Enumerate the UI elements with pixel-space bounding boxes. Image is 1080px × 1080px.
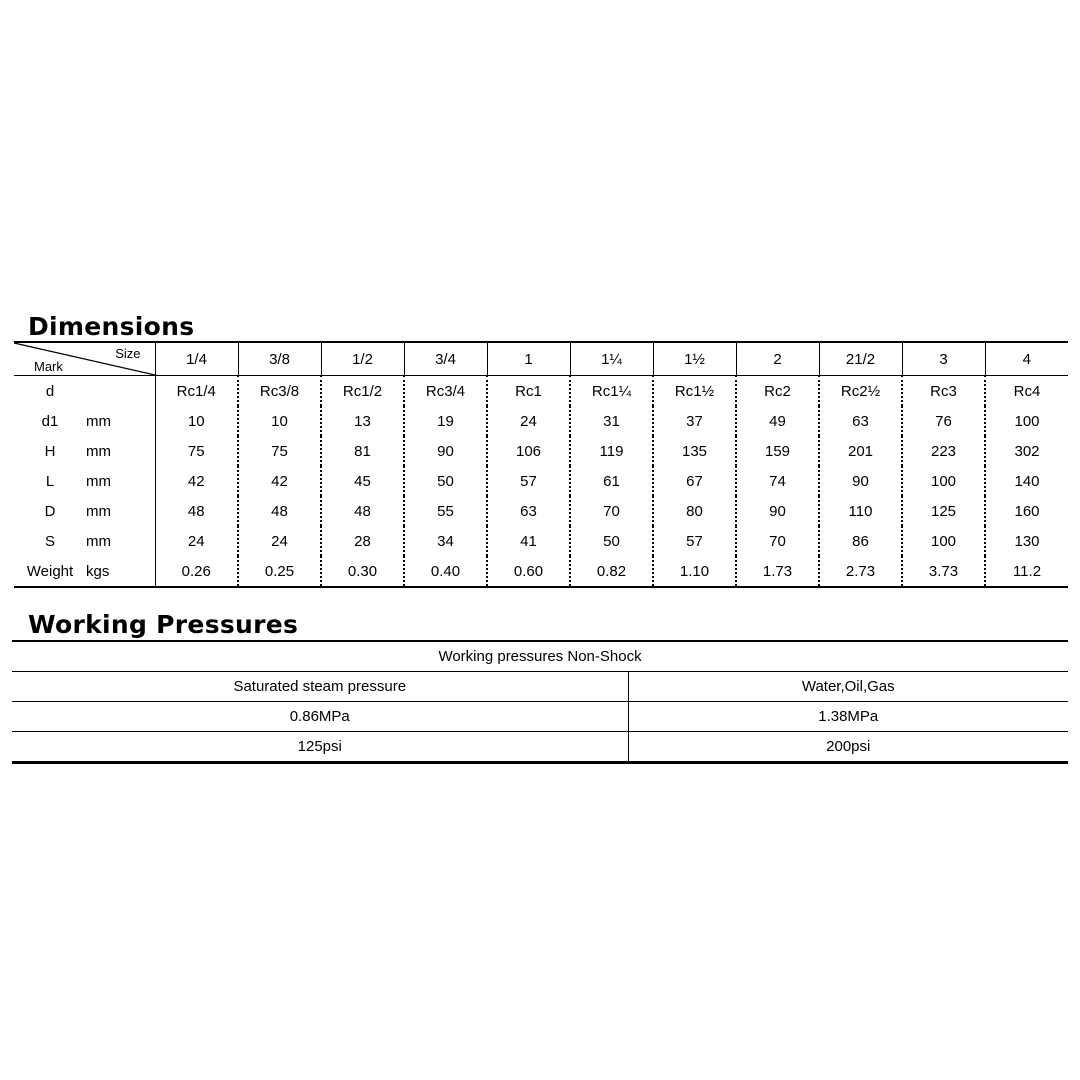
unit-cell (86, 376, 155, 407)
value-cell: 24 (238, 526, 321, 556)
value-cell: 75 (155, 436, 238, 466)
mark-name-cell: S (44, 532, 55, 550)
value-cell: 159 (736, 436, 819, 466)
value-cell: Rc2 (736, 376, 819, 407)
value-cell: 55 (404, 496, 487, 526)
dimensions-heading: Dimensions (28, 312, 195, 341)
value-cell: 106 (487, 436, 570, 466)
value-cell: 119 (570, 436, 653, 466)
value-cell: 10 (238, 406, 321, 436)
size-header-cell: 1½ (653, 342, 736, 376)
value-cell: 70 (570, 496, 653, 526)
value-cell: 1.73 (736, 556, 819, 587)
value-cell: 24 (155, 526, 238, 556)
dimension-row-l (14, 466, 1068, 496)
value-cell: 57 (653, 526, 736, 556)
value-cell: 19 (404, 406, 487, 436)
value-cell: 61 (570, 466, 653, 496)
value-cell: 67 (653, 466, 736, 496)
value-cell: 75 (238, 436, 321, 466)
unit-cell: mm (86, 502, 111, 520)
dimension-row-d (14, 496, 1068, 526)
unit-cell: kgs (86, 556, 155, 587)
value-cell: 2.73 (819, 556, 902, 587)
value-cell: 45 (321, 466, 404, 496)
value-cell: 63 (487, 496, 570, 526)
dimension-row-d1 (14, 406, 1068, 436)
value-cell: 49 (736, 406, 819, 436)
value-cell: 50 (404, 466, 487, 496)
value-cell: 34 (404, 526, 487, 556)
pressures-title: Working pressures Non-Shock (12, 641, 1068, 672)
mark-name-cell: d (45, 382, 55, 400)
column-header-steam: Saturated steam pressure (12, 672, 628, 702)
value-cell: Rc4 (985, 376, 1068, 407)
mark-name-cell: H (44, 442, 56, 460)
value-cell: Rc1¼ (570, 376, 653, 407)
value-cell: 70 (736, 526, 819, 556)
dimension-row-s (14, 526, 1068, 556)
value-cell: 130 (985, 526, 1068, 556)
value-cell: 13 (321, 406, 404, 436)
value-cell: 10 (155, 406, 238, 436)
value-cell: Rc1/2 (321, 376, 404, 407)
value-cell: 100 (902, 466, 985, 496)
value-cell: 48 (321, 496, 404, 526)
value-cell: 57 (487, 466, 570, 496)
value-cell: 160 (985, 496, 1068, 526)
value-cell: 100 (985, 406, 1068, 436)
size-header-cell: 3 (902, 342, 985, 376)
value-cell: 76 (902, 406, 985, 436)
value-cell: 135 (653, 436, 736, 466)
value-cell: 31 (570, 406, 653, 436)
size-header-cell: 1/4 (155, 342, 238, 376)
value-cell: 11.2 (985, 556, 1068, 587)
value-cell: 63 (819, 406, 902, 436)
value-cell: 50 (570, 526, 653, 556)
column-header-water-oil-gas: Water,Oil,Gas (628, 672, 1068, 702)
value-cell: 28 (321, 526, 404, 556)
working-pressures-table (12, 640, 1068, 764)
value-cell: 48 (238, 496, 321, 526)
size-header-cell: 3/4 (404, 342, 487, 376)
working-pressures-heading: Working Pressures (28, 610, 299, 639)
value-cell: 110 (819, 496, 902, 526)
size-header-cell: 21/2 (819, 342, 902, 376)
value-cell: 1.10 (653, 556, 736, 587)
value-cell: 0.60 (487, 556, 570, 587)
value-cell: Rc3/4 (404, 376, 487, 407)
value-cell: 0.26 (155, 556, 238, 587)
steam-pressure-mpa: 0.86MPa (12, 702, 628, 732)
water-oil-gas-pressure-psi: 200psi (628, 732, 1068, 763)
unit-cell: mm (86, 472, 111, 490)
value-cell: 3.73 (902, 556, 985, 587)
mark-name-cell: Weight (14, 556, 86, 587)
value-cell: Rc1 (487, 376, 570, 407)
pressures-row-psi (12, 732, 1068, 763)
value-cell: Rc1/4 (155, 376, 238, 407)
unit-cell: mm (86, 532, 111, 550)
value-cell: 0.30 (321, 556, 404, 587)
value-cell: Rc3 (902, 376, 985, 407)
value-cell: 48 (155, 496, 238, 526)
mark-size-corner-cell (14, 342, 155, 376)
value-cell: 37 (653, 406, 736, 436)
size-label: Size (115, 346, 141, 361)
mark-name-cell: d1 (41, 412, 59, 430)
value-cell: 0.25 (238, 556, 321, 587)
value-cell: 74 (736, 466, 819, 496)
mark-name-cell: L (45, 472, 55, 490)
size-header-cell: 1¼ (570, 342, 653, 376)
value-cell: 100 (902, 526, 985, 556)
value-cell: 223 (902, 436, 985, 466)
dimension-row-h (14, 436, 1068, 466)
value-cell: 201 (819, 436, 902, 466)
size-header-cell: 1/2 (321, 342, 404, 376)
size-header-row (14, 342, 1068, 376)
water-oil-gas-pressure-mpa: 1.38MPa (628, 702, 1068, 732)
size-header-cell: 4 (985, 342, 1068, 376)
value-cell: 81 (321, 436, 404, 466)
value-cell: 41 (487, 526, 570, 556)
dimension-row-weight (14, 556, 1068, 587)
value-cell: Rc2½ (819, 376, 902, 407)
mark-name-cell: D (44, 502, 56, 520)
pressures-row-mpa (12, 702, 1068, 732)
value-cell: 125 (902, 496, 985, 526)
pressures-header-row (12, 672, 1068, 702)
value-cell: 42 (155, 466, 238, 496)
value-cell: 0.40 (404, 556, 487, 587)
value-cell: 80 (653, 496, 736, 526)
dimensions-table (14, 341, 1068, 588)
steam-pressure-psi: 125psi (12, 732, 628, 763)
mark-label: Mark (34, 359, 63, 374)
unit-cell: mm (86, 412, 111, 430)
value-cell: 42 (238, 466, 321, 496)
value-cell: 90 (736, 496, 819, 526)
value-cell: Rc3/8 (238, 376, 321, 407)
dimension-row-d (14, 376, 1068, 407)
size-header-cell: 3/8 (238, 342, 321, 376)
value-cell: 24 (487, 406, 570, 436)
value-cell: 140 (985, 466, 1068, 496)
value-cell: 86 (819, 526, 902, 556)
value-cell: 302 (985, 436, 1068, 466)
pressures-title-row (12, 641, 1068, 672)
unit-cell: mm (86, 442, 111, 460)
value-cell: 0.82 (570, 556, 653, 587)
size-header-cell: 2 (736, 342, 819, 376)
value-cell: 90 (404, 436, 487, 466)
value-cell: Rc1½ (653, 376, 736, 407)
value-cell: 90 (819, 466, 902, 496)
size-header-cell: 1 (487, 342, 570, 376)
